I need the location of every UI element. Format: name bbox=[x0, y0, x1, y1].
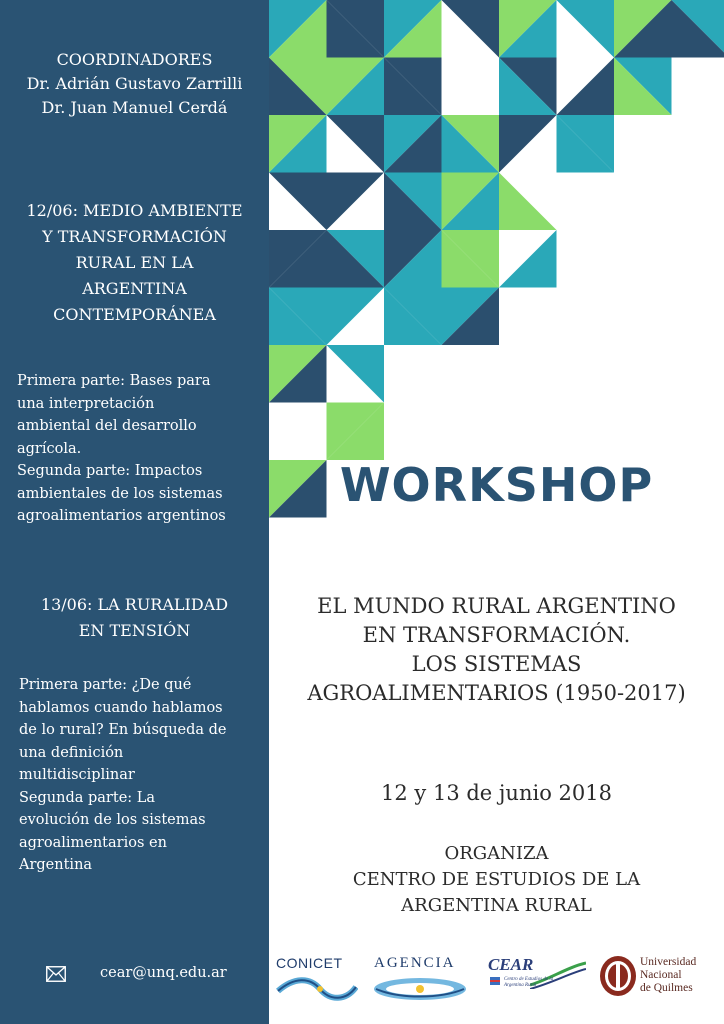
coordinators-block bbox=[0, 48, 269, 120]
agencia-logo bbox=[370, 955, 470, 1005]
pattern-triangle bbox=[557, 58, 615, 116]
pattern-triangle bbox=[327, 173, 385, 231]
unq-logo-line: Nacional bbox=[640, 969, 682, 981]
event-title-line: EN TRANSFORMACIÓN. bbox=[362, 623, 631, 647]
conicet-logo-text: CONICET bbox=[276, 955, 343, 971]
session2-desc-line: Primera parte: ¿De qué bbox=[19, 677, 192, 693]
conicet-wave-icon bbox=[276, 975, 358, 1003]
coordinators-heading: COORDINADORES bbox=[56, 50, 213, 69]
unq-logo-line: Universidad bbox=[640, 956, 697, 968]
contact-email[interactable]: cear@unq.edu.ar bbox=[100, 965, 227, 981]
event-title-line: EL MUNDO RURAL ARGENTINO bbox=[317, 594, 676, 618]
session1-desc-line: agrícola. bbox=[17, 440, 82, 457]
pattern-triangle bbox=[327, 115, 385, 173]
unq-logo bbox=[598, 952, 718, 1002]
flag-icon bbox=[490, 977, 500, 985]
session1-title bbox=[0, 198, 269, 328]
session1-desc-line: agroalimentarios argentinos bbox=[17, 508, 226, 524]
unq-emblem-icon bbox=[598, 954, 638, 998]
cear-logo-text: CEAR bbox=[488, 955, 534, 974]
session1-title-line: CONTEMPORÁNEA bbox=[53, 305, 216, 324]
agencia-emblem-icon bbox=[370, 975, 470, 1003]
contact-row bbox=[0, 960, 269, 990]
organizer-line: CENTRO DE ESTUDIOS DE LA bbox=[352, 869, 641, 890]
session2-desc-line: Segunda parte: La bbox=[19, 789, 156, 806]
session2-desc-line: evolución de los sistemas bbox=[19, 812, 206, 828]
event-date: 12 y 13 de junio 2018 bbox=[381, 781, 612, 805]
pattern-triangle bbox=[499, 115, 557, 173]
conicet-logo bbox=[276, 955, 358, 1005]
cear-logo bbox=[486, 955, 586, 1005]
session1-title-line: 12/06: MEDIO AMBIENTE bbox=[26, 201, 243, 220]
session2-desc-line: hablamos cuando hablamos bbox=[19, 699, 223, 716]
session1-desc-line: ambientales de los sistemas bbox=[17, 485, 223, 502]
envelope-icon bbox=[46, 966, 66, 982]
coordinator-name: Dr. Juan Manuel Cerdá bbox=[41, 98, 228, 117]
session2-desc-line: una definición bbox=[19, 744, 124, 761]
session1-description bbox=[17, 370, 262, 528]
pattern-triangle bbox=[499, 173, 557, 231]
session1-title-line: RURAL EN LA bbox=[75, 253, 194, 272]
sidebar bbox=[0, 0, 269, 1024]
session2-title-line: 13/06: LA RURALIDAD bbox=[40, 595, 229, 614]
session2-description bbox=[19, 674, 264, 877]
unq-logo-line: de Quilmes bbox=[640, 982, 693, 994]
session2-desc-line: agroalimentarios en bbox=[19, 834, 167, 851]
session1-desc-line: una interpretación bbox=[17, 395, 155, 412]
session2-desc-line: multidisciplinar bbox=[19, 767, 135, 783]
session1-title-line: Y TRANSFORMACIÓN bbox=[42, 227, 227, 246]
session1-desc-line: Segunda parte: Impactos bbox=[17, 463, 203, 479]
pattern-triangle bbox=[499, 230, 557, 288]
pattern-triangle bbox=[557, 0, 615, 58]
session2-title-line: EN TENSIÓN bbox=[78, 621, 191, 640]
session1-desc-line: Primera parte: Bases para bbox=[17, 373, 211, 389]
coordinator-name: Dr. Adrián Gustavo Zarrilli bbox=[26, 74, 243, 93]
session2-title bbox=[0, 592, 269, 644]
event-title bbox=[269, 592, 724, 708]
pattern-triangle bbox=[269, 173, 327, 231]
session1-title-line: ARGENTINA bbox=[82, 279, 187, 298]
session2-desc-line: de lo rural? En búsqueda de bbox=[19, 722, 227, 738]
organizer-block bbox=[269, 841, 724, 919]
pattern-triangle bbox=[327, 288, 385, 346]
session1-desc-line: ambiental del desarrollo bbox=[17, 418, 197, 434]
agencia-logo-text: AGENCIA bbox=[374, 955, 456, 971]
workshop-heading: WORKSHOP bbox=[339, 458, 654, 512]
session2-desc-line: Argentina bbox=[19, 857, 93, 873]
pattern-triangle bbox=[327, 345, 385, 403]
organizer-line: ARGENTINA RURAL bbox=[401, 895, 592, 916]
cear-subtitle: Centro de Estudios de la Argentina Rural bbox=[504, 977, 554, 988]
pattern-triangle bbox=[442, 0, 500, 58]
event-title-line: LOS SISTEMAS bbox=[411, 652, 582, 676]
event-title-line: AGROALIMENTARIOS (1950-2017) bbox=[307, 681, 686, 705]
organizer-line: ORGANIZA bbox=[444, 843, 549, 864]
triangle-pattern bbox=[269, 0, 724, 522]
